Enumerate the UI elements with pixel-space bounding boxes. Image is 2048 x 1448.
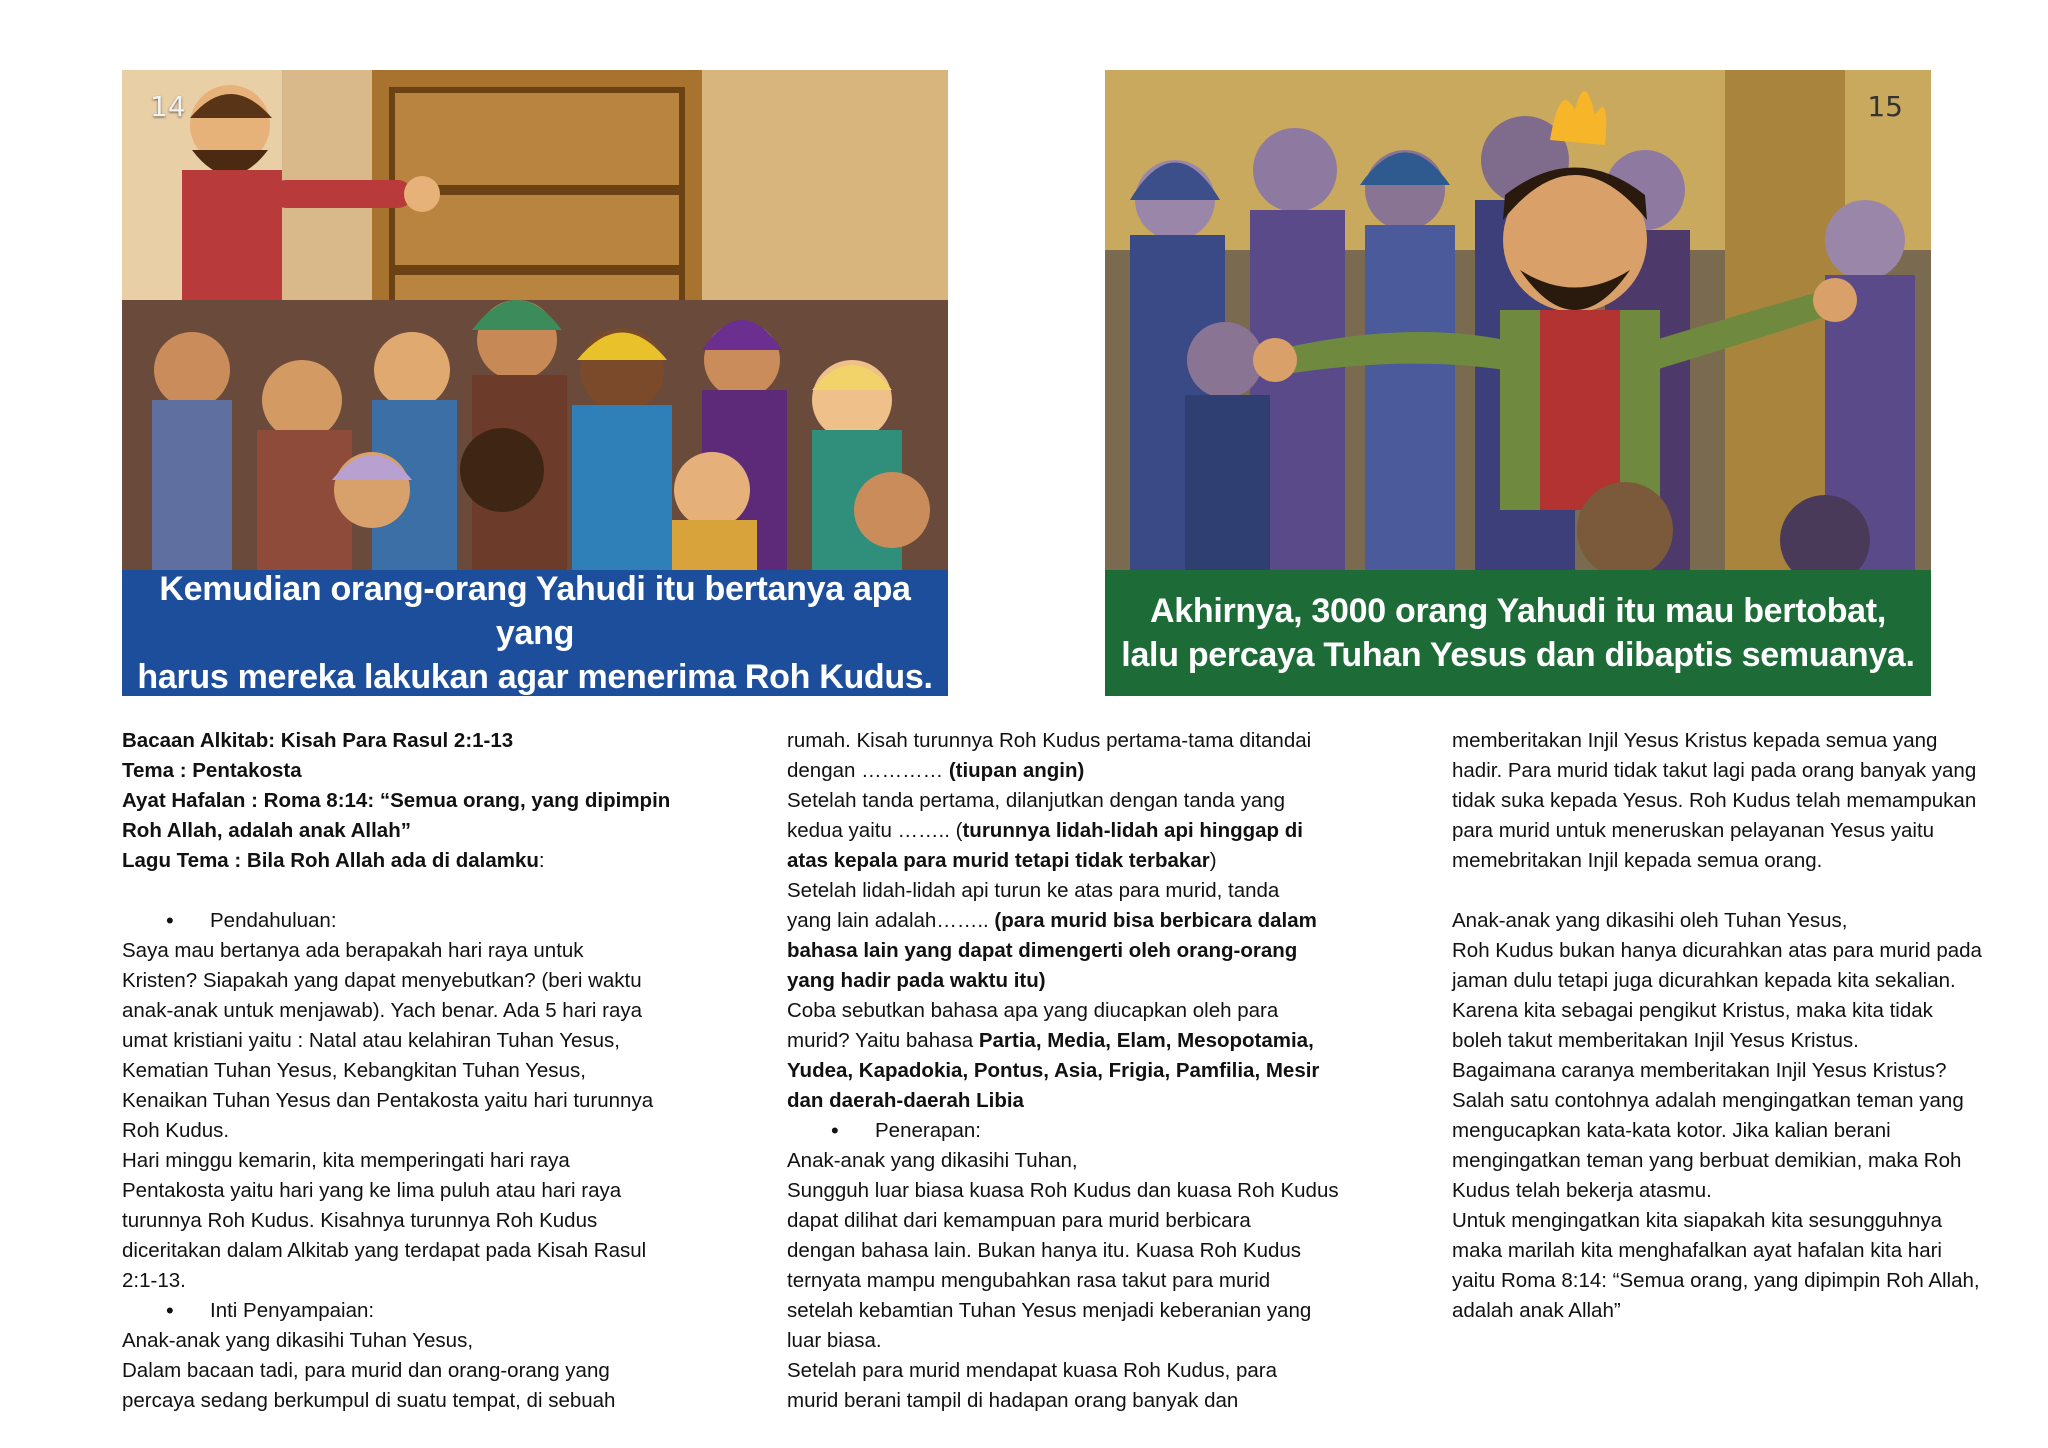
para-line: Karena kita sebagai pengikut Kristus, maka kita tidak [1452, 999, 1933, 1022]
para-1-line: Kenaikan Tuhan Yesus dan Pentakosta yaitu hari turunnya [122, 1089, 654, 1112]
para-line: para murid untuk meneruskan pelayanan Yesus yaitu [1452, 819, 1935, 842]
para-1-line: anak-anak untuk menjawab). Yach benar. Ada 5 hari raya [122, 999, 643, 1022]
para-line: dengan bahasa lain. Bukan hanya itu. Kuasa Roh Kudus [787, 1239, 1302, 1262]
cartoon-crowd-illustration [122, 70, 948, 570]
caption-line-1: Akhirnya, 3000 orang Yahudi itu mau bertobat, [1150, 592, 1886, 630]
para-2-line: diceritakan dalam Alkitab yang terdapat pada Kisah Rasul [122, 1239, 647, 1262]
para-line: Kudus telah bekerja atasmu. [1452, 1179, 1712, 1202]
slide-caption [122, 570, 948, 696]
para-line: mengingatkan teman yang berbuat demikian, maka Roh [1452, 1149, 1962, 1172]
caption-line-2: lalu percaya Tuhan Yesus dan dibaptis semuanya. [1121, 636, 1915, 674]
para-line: Setelah para murid mendapat kuasa Roh Kudus, para [787, 1359, 1278, 1382]
para-line: maka marilah kita menghafalkan ayat hafalan kita hari [1452, 1239, 1942, 1262]
bible-reading: Bacaan Alkitab: Kisah Para Rasul 2:1-13 [122, 729, 514, 752]
caption-line-1: Kemudian orang-orang Yahudi itu bertanya apa yang [159, 570, 911, 652]
text-line: yang lain adalah…….. (para murid bisa berbicara dalam [787, 909, 1317, 932]
para-line: adalah anak Allah” [1452, 1299, 1621, 1322]
para-line: Salah satu contohnya adalah mengingatkan teman yang [1452, 1089, 1964, 1112]
para-1-line: Roh Kudus. [122, 1119, 230, 1142]
theme: Tema : Pentakosta [122, 759, 302, 782]
para-2-line: Hari minggu kemarin, kita memperingati hari raya [122, 1149, 570, 1172]
para-line: murid berani tampil di hadapan orang banyak dan [787, 1389, 1239, 1412]
slide-number: 15 [1867, 90, 1903, 123]
text-line: dengan ………… (tiupan angin) [787, 759, 1085, 782]
section-application: • Penerapan: [787, 1116, 1377, 1146]
para-line: yaitu Roma 8:14: “Semua orang, yang dipimpin Roh Allah, [1452, 1269, 1980, 1292]
text-line: bahasa lain yang dapat dimengerti oleh orang-orang [787, 939, 1298, 962]
para-line: memebritakan Injil kepada semua orang. [1452, 849, 1823, 872]
para-line: setelah kebamtian Tuhan Yesus menjadi keberanian yang [787, 1299, 1312, 1322]
text-line: Setelah lidah-lidah api turun ke atas para murid, tanda [787, 879, 1280, 902]
section-core-message: • Inti Penyampaian: [122, 1296, 712, 1326]
text-column-3 [1452, 726, 2042, 1326]
memory-verse-line-1: Ayat Hafalan : Roma 8:14: “Semua orang, yang dipimpin [122, 789, 671, 812]
para-2-line: Pentakosta yaitu hari yang ke lima puluh atau hari raya [122, 1179, 622, 1202]
text-line: Coba sebutkan bahasa apa yang diucapkan oleh para [787, 999, 1279, 1022]
text-line: dan daerah-daerah Libia [787, 1089, 1024, 1112]
para-line: tidak suka kepada Yesus. Roh Kudus telah memampukan [1452, 789, 1977, 812]
slide-caption [1105, 570, 1931, 696]
cartoon-peter-preaching-illustration [1105, 70, 1931, 570]
para-line: Anak-anak yang dikasihi Tuhan, [787, 1149, 1078, 1172]
para-line: Anak-anak yang dikasihi oleh Tuhan Yesus, [1452, 909, 1848, 932]
para-3-line: Dalam bacaan tadi, para murid dan orang-orang yang [122, 1359, 610, 1382]
para-line: ternyata mampu mengubahkan rasa takut para murid [787, 1269, 1271, 1292]
memory-verse-line-2: Roh Allah, adalah anak Allah” [122, 819, 411, 842]
para-line: boleh takut memberitakan Injil Yesus Kristus. [1452, 1029, 1859, 1052]
text-line: atas kepala para murid tetapi tidak terbakar) [787, 849, 1217, 872]
para-1-line: umat kristiani yaitu : Natal atau kelahiran Tuhan Yesus, [122, 1029, 620, 1052]
para-line: Roh Kudus bukan hanya dicurahkan atas para murid pada [1452, 939, 1982, 962]
slide-number: 14 [150, 90, 186, 123]
para-1-line: Kristen? Siapakah yang dapat menyebutkan? (beri waktu [122, 969, 642, 992]
para-line: Bagaimana caranya memberitakan Injil Yesus Kristus? [1452, 1059, 1947, 1082]
slide-image-right [1105, 70, 1931, 696]
text-line: kedua yaitu …….. (turunnya lidah-lidah api hinggap di [787, 819, 1303, 842]
para-line: dapat dilihat dari kemampuan para murid berbicara [787, 1209, 1251, 1232]
para-1-line: Kematian Tuhan Yesus, Kebangkitan Tuhan Yesus, [122, 1059, 586, 1082]
slide-image-left [122, 70, 948, 696]
theme-song: Lagu Tema : Bila Roh Allah ada di dalamku [122, 849, 539, 872]
para-3-line: Anak-anak yang dikasihi Tuhan Yesus, [122, 1329, 474, 1352]
text-line: Setelah tanda pertama, dilanjutkan dengan tanda yang [787, 789, 1286, 812]
para-line: hadir. Para murid tidak takut lagi pada orang banyak yang [1452, 759, 1977, 782]
theme-song-colon: : [538, 849, 545, 872]
text-column-1 [122, 726, 712, 1416]
section-introduction: • Pendahuluan: [122, 906, 712, 936]
para-line: memberitakan Injil Yesus Kristus kepada semua yang [1452, 729, 1938, 752]
para-line: Sungguh luar biasa kuasa Roh Kudus dan kuasa Roh Kudus [787, 1179, 1339, 1202]
para-line: luar biasa. [787, 1329, 882, 1352]
text-line: Yudea, Kapadokia, Pontus, Asia, Frigia, Pamfilia, Mesir [787, 1059, 1320, 1082]
para-2-line: turunnya Roh Kudus. Kisahnya turunnya Roh Kudus [122, 1209, 598, 1232]
caption-line-2: harus mereka lakukan agar menerima Roh Kudus. [137, 658, 933, 696]
text-column-2 [787, 726, 1377, 1416]
para-line: mengucapkan kata-kata kotor. Jika kalian berani [1452, 1119, 1891, 1142]
para-2-line: 2:1-13. [122, 1269, 186, 1292]
para-line: Untuk mengingatkan kita siapakah kita sesungguhnya [1452, 1209, 1943, 1232]
para-line: jaman dulu tetapi juga dicurahkan kepada kita sekalian. [1452, 969, 1956, 992]
para-3-line: percaya sedang berkumpul di suatu tempat, di sebuah [122, 1389, 616, 1412]
text-line: murid? Yaitu bahasa Partia, Media, Elam, Mesopotamia, [787, 1029, 1314, 1052]
text-line: yang hadir pada waktu itu) [787, 969, 1046, 992]
text-line: rumah. Kisah turunnya Roh Kudus pertama-tama ditandai [787, 729, 1312, 752]
para-1-line: Saya mau bertanya ada berapakah hari raya untuk [122, 939, 584, 962]
